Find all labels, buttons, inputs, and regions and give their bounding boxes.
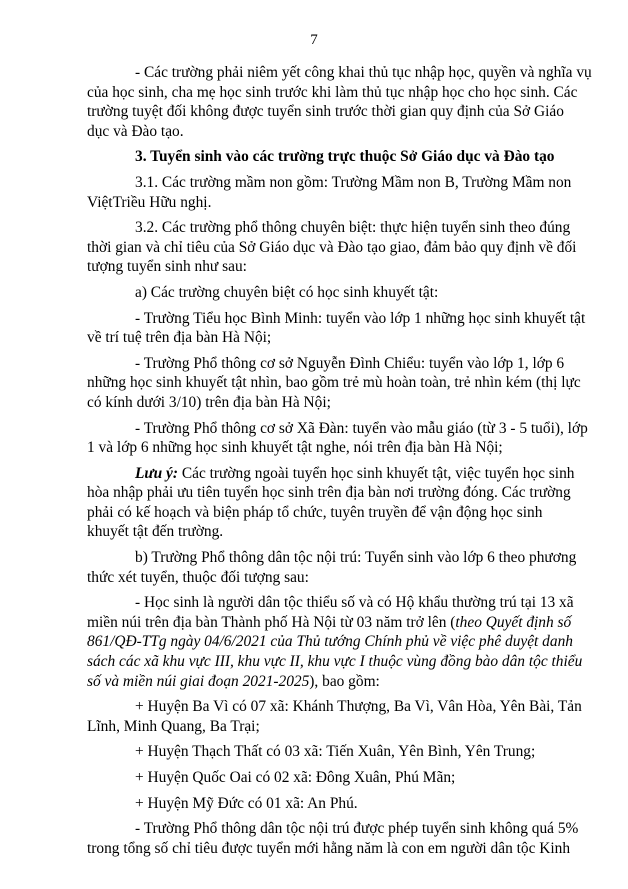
paragraph-boarding-quota (87, 819, 579, 858)
text-line (87, 672, 542, 692)
text-line: + Huyện Thạch Thất có 03 xã: Tiến Xuân, Yên Bình, Yên Trung; (135, 743, 536, 761)
text-line: - Trường Phổ thông cơ sở Nguyễn Đình Chiểu: tuyển vào lớp 1, lớp 6 (135, 354, 565, 372)
text-run: miền núi trên địa bàn Thành phố Hà Nội từ 03 năm trở lên ( (87, 613, 456, 631)
text-line: - Trường Tiểu học Bình Minh: tuyển vào lớp 1 những học sinh khuyết tật (135, 309, 586, 327)
note-text: Các trường ngoài tuyển học sinh khuyết tật, việc tuyển học sinh (178, 464, 575, 482)
paragraph-nguyen-dinh-chieu (87, 354, 581, 413)
page-content (87, 63, 592, 864)
text-line: - Trường Phổ thông dân tộc nội trú được phép tuyển sinh không quá 5% (135, 820, 579, 838)
text-line (87, 613, 572, 633)
paragraph-district-quoc-oai (87, 768, 542, 788)
paragraph-district-my-duc (87, 794, 542, 814)
text-run: số và miền núi giai đoạn 2021-2025 (87, 672, 310, 690)
text-line: 861/QĐ-TTg ngày 04/6/2021 của Thủ tướng Chính phủ về việc phê duyệt danh (87, 633, 573, 651)
paragraph-note (87, 464, 575, 542)
paragraph-3-1 (87, 173, 572, 212)
text-line: sách các xã khu vực III, khu vực II, khu vực I thuộc vùng đồng bào dân tộc thiểu (87, 653, 583, 671)
paragraph-district-thach-that (87, 742, 542, 762)
heading-text: 3. Tuyển sinh vào các trường trực thuộc Sở Giáo dục và Đào tạo (135, 148, 555, 166)
text-line: hòa nhập phải ưu tiên tuyển học sinh trên địa bàn nơi trường đóng. Các trường (87, 484, 571, 502)
paragraph-ethnic-students (87, 593, 583, 691)
text-line: - Các trường phải niêm yết công khai thủ tục nhập học, quyền và nghĩa vụ (135, 64, 592, 81)
text-line: dục và Đào tạo. (87, 122, 184, 140)
text-line: 3.1. Các trường mầm non gồm: Trường Mầm non B, Trường Mầm non (135, 173, 572, 191)
text-line: tượng tuyển sinh như sau: (87, 258, 247, 276)
text-run: ), bao gồm: (309, 672, 380, 690)
paragraph-b (87, 548, 577, 587)
text-line: - Học sinh là người dân tộc thiểu số và có Hộ khẩu thường trú tại 13 xã (135, 594, 574, 612)
text-line: trong tổng số chỉ tiêu được tuyển mới hằng năm là con em người dân tộc Kinh (87, 839, 571, 857)
text-line: + Huyện Quốc Oai có 02 xã: Đông Xuân, Phú Mãn; (135, 769, 456, 786)
text-line: + Huyện Mỹ Đức có 01 xã: An Phú. (135, 794, 358, 812)
text-line: khuyết tật đến trường. (87, 523, 224, 541)
paragraph-binh-minh (87, 309, 586, 348)
text-line: có kính dưới 3/10) trên địa bàn Hà Nội; (87, 393, 331, 411)
text-line: 1 và lớp 6 những học sinh khuyết tật nghe, nói trên địa bàn Hà Nội; (87, 439, 503, 457)
section-heading-3 (87, 147, 555, 167)
text-line: - Trường Phổ thông cơ sở Xã Đàn: tuyển vào mẫu giáo (từ 3 - 5 tuổi), lớp (135, 419, 588, 437)
paragraph-xa-dan (87, 419, 588, 458)
note-label: Lưu ý: (135, 464, 178, 482)
text-line: + Huyện Ba Vì có 07 xã: Khánh Thượng, Ba Vì, Vân Hòa, Yên Bài, Tản (135, 698, 582, 716)
text-line: 3.2. Các trường phổ thông chuyên biệt: thực hiện tuyển sinh theo đúng (135, 219, 571, 237)
text-line: a) Các trường chuyên biệt có học sinh khuyết tật: (135, 283, 439, 301)
text-line (87, 464, 575, 484)
text-line: trường tuyệt đối không được tuyển sinh trước thời gian quy định của Sở Giáo (87, 103, 564, 121)
paragraph-admission-procedures (87, 63, 592, 141)
text-line: b) Trường Phổ thông dân tộc nội trú: Tuyển sinh vào lớp 6 theo phương (135, 549, 577, 567)
text-line: của học sinh, cha mẹ học sinh trước khi làm thủ tục nhập học cho học sinh. Các (87, 83, 578, 101)
paragraph-district-ba-vi (87, 697, 582, 736)
paragraph-3-2 (87, 218, 577, 277)
text-line: những học sinh khuyết tật nhìn, bao gồm trẻ mù hoàn toàn, trẻ nhìn kém (thị lực (87, 374, 581, 392)
decision-reference: theo Quyết định số (455, 613, 572, 631)
text-line: Lĩnh, Minh Quang, Ba Trại; (87, 717, 260, 735)
paragraph-a (87, 283, 542, 303)
text-line: về trí tuệ trên địa bàn Hà Nội; (87, 329, 272, 347)
text-line: phải có kế hoạch và biện pháp tổ chức, tuyên truyền để vận động học sinh (87, 503, 543, 521)
text-line: thức xét tuyển, thuộc đối tượng sau: (87, 568, 309, 586)
text-line: thời gian và chỉ tiêu của Sở Giáo dục và Đào tạo giao, đảm bảo quy định về đối (87, 238, 577, 256)
page-number: 7 (310, 32, 318, 48)
text-line: ViệtTriều Hữu nghị. (87, 193, 212, 211)
